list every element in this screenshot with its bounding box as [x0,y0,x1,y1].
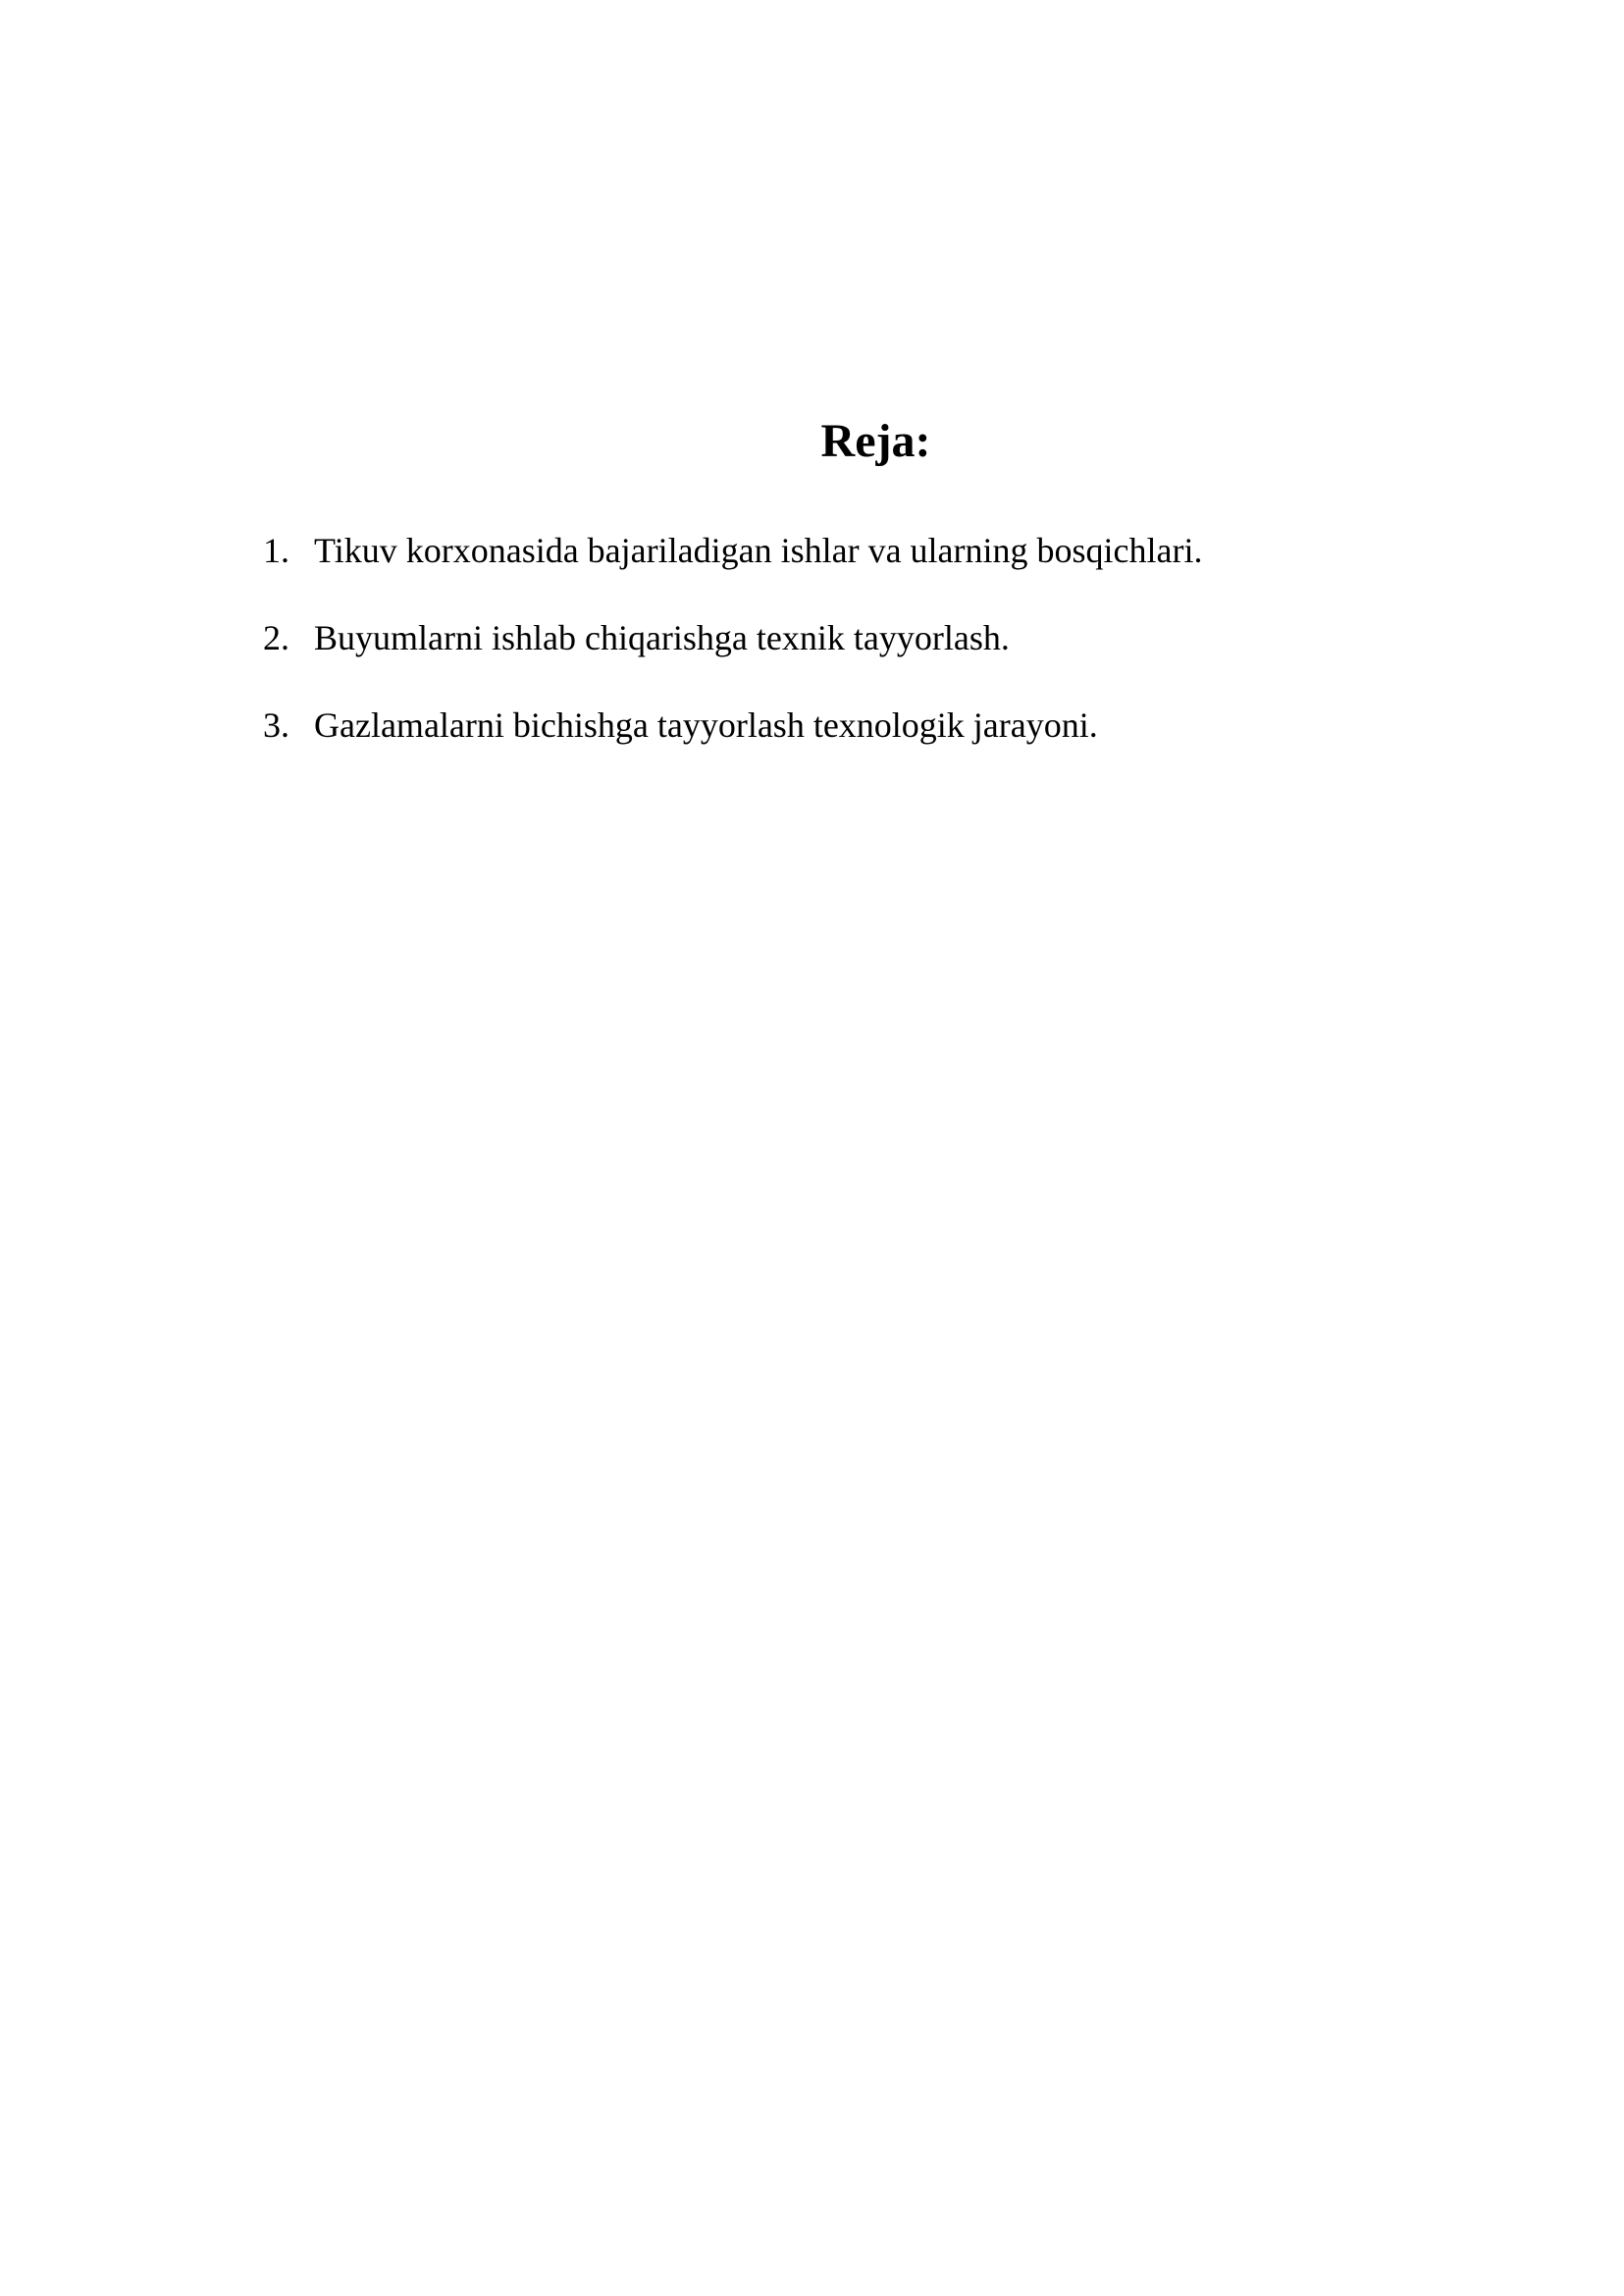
plan-list [263,527,1441,789]
list-item [263,614,1441,661]
list-item-text: Buyumlarni ishlab chiqarishga texnik tayyorlash. [314,618,1010,657]
list-item [263,702,1441,749]
page-title: Reja: [820,415,931,467]
list-item-number: 1. [263,531,289,570]
list-item-number: 2. [263,618,289,657]
list-item-text: Gazlamalarni bichishga tayyorlash texnologik jarayoni. [314,705,1098,745]
list-item-number: 3. [263,705,289,745]
list-item-text: Tikuv korxonasida bajariladigan ishlar va ularning bosqichlari. [314,531,1203,570]
list-item [263,527,1441,574]
